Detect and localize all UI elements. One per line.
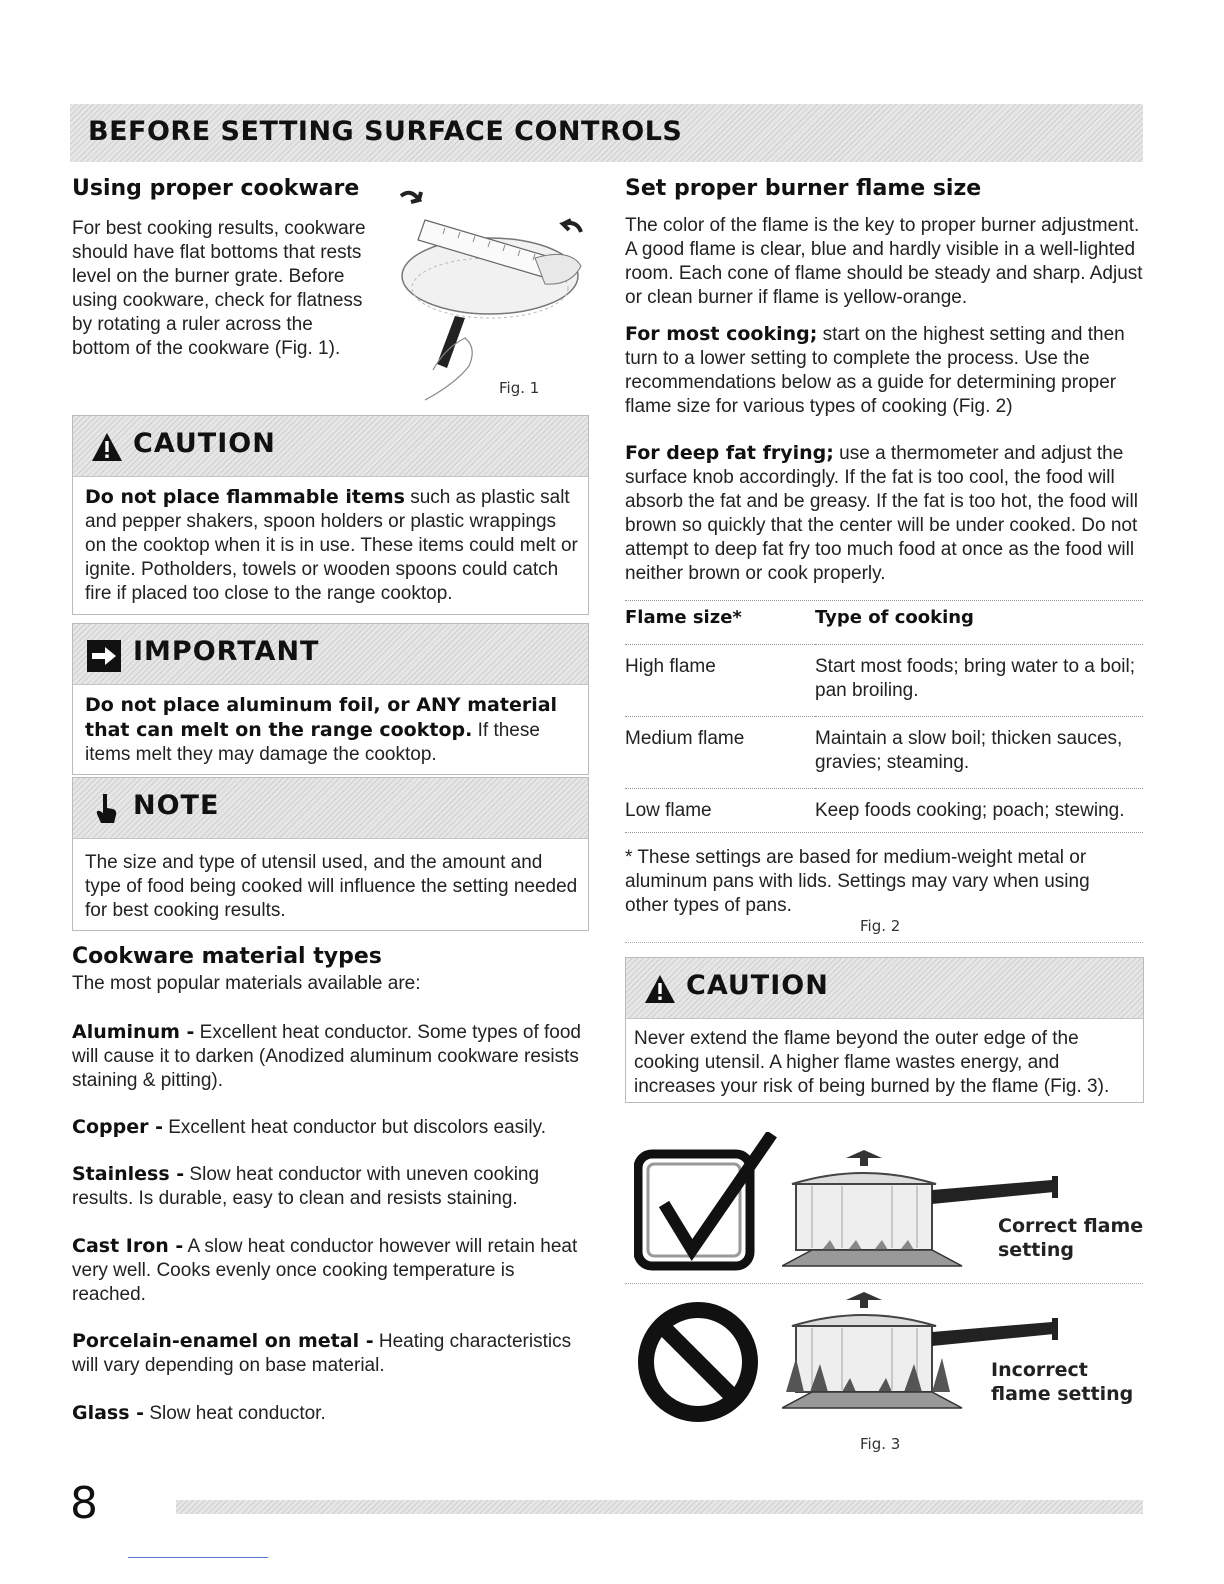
important-header [73, 624, 588, 685]
materials-intro: The most popular materials available are: [72, 973, 421, 994]
material-glass [72, 1401, 592, 1426]
material-name: Copper - [72, 1116, 163, 1138]
material-name: Porcelain-enamel on metal - [72, 1330, 374, 1352]
table-row [625, 716, 1143, 788]
caution-text: Never extend the flame beyond the outer edge of the cooking utensil. A higher flame wastes energy, and increases your risk of being burned by the flame (Fig. 3). [634, 1028, 1110, 1097]
cookware-heading: Using proper cookware [72, 176, 360, 201]
flame-table-rule [625, 600, 1143, 601]
important-body: If these items melt they may damage the cooktop. [85, 720, 540, 765]
material-name: Cast Iron - [72, 1235, 184, 1257]
caution-text [73, 477, 588, 606]
page-number: 8 [70, 1478, 98, 1529]
material-name: Aluminum - [72, 1021, 195, 1043]
table-header-row [625, 606, 1143, 644]
table-cell: High flame [625, 655, 716, 677]
prohibited-icon [636, 1300, 760, 1424]
caution-body: such as plastic salt and pepper shakers, spoon holders or plastic wrappings on the cooktop when it is in use. These items could melt or ignite. Potholders, towels or wooden spoons could catch fire if placed too close to the range cooktop. [85, 487, 578, 604]
important-label: IMPORTANT [133, 636, 320, 667]
incorrect-flame-label [991, 1358, 1133, 1406]
section-title-bar [70, 104, 1143, 162]
material-desc: Slow heat conductor. [144, 1403, 326, 1424]
table-cell: Start most foods; bring water to a boil; pan broiling. [815, 655, 1135, 701]
note-text: The size and type of utensil used, and the amount and type of food being cooked will influence the setting needed for best cooking results. [85, 852, 578, 921]
material-cast-iron [72, 1234, 592, 1307]
correct-line-2: setting [998, 1239, 1074, 1261]
material-desc: Heating characteristics will vary depending on base material. [72, 1331, 572, 1376]
flame-p3-bold: For deep fat frying; [625, 442, 834, 464]
flame-size-table [625, 606, 1143, 832]
flame-heading: Set proper burner flame size [625, 176, 982, 201]
important-text [73, 685, 588, 767]
flame-table-bottom-rule [625, 832, 1143, 833]
flame-paragraph-3 [625, 441, 1145, 586]
caution-box-flame [625, 957, 1144, 1103]
flame-p2-bold: For most cooking; [625, 323, 818, 345]
table-header-type: Type of cooking [815, 607, 974, 628]
caution-header [73, 416, 588, 477]
material-copper [72, 1115, 592, 1140]
checkmark-icon [634, 1132, 784, 1280]
materials-heading: Cookware material types [72, 944, 382, 969]
material-name: Stainless - [72, 1163, 185, 1185]
material-desc: Excellent heat conductor but discolors easily. [162, 1117, 546, 1138]
table-cell: Low flame [625, 799, 712, 821]
flame-paragraph-1: The color of the flame is the key to proper burner adjustment. A good flame is clear, blue and hardly visible in a well-lighted room. Each cone of flame should be steady and sharp. Adjust or clean burner if flame is yellow-orange. [625, 215, 1143, 308]
warning-triangle-icon [91, 432, 123, 462]
flame-footnote: * These settings are based for medium-weight metal or aluminum pans with lids. Settings may vary when using other types of pans. [625, 847, 1090, 916]
flame-p2-text: start on the highest setting and then turn to a lower setting to complete the process. Use the recommendations below as a guide for determining proper flame size for various types of cooking (Fig. 2) [625, 324, 1125, 417]
pointing-hand-icon [93, 792, 119, 826]
note-box [72, 777, 589, 931]
fig1-ruler-illustration [385, 188, 595, 410]
material-desc: A slow heat conductor however will retain heat very well. Cooks evenly once cooking temperature is reached. [72, 1236, 578, 1305]
material-desc: Slow heat conductor with uneven cooking results. Is durable, easy to clean and resists staining. [72, 1164, 540, 1209]
table-cell: Medium flame [625, 727, 745, 749]
important-box [72, 623, 589, 775]
cookware-text: For best cooking results, cookware should have flat bottoms that rests level on the burner grate. Before using cookware, check for flatness by rotating a ruler across the bottom of the cookware (Fig. 1). [72, 218, 366, 359]
incorrect-line-1: Incorrect [991, 1359, 1088, 1381]
material-stainless [72, 1162, 592, 1211]
arrow-right-icon [87, 640, 121, 672]
footer-bar [176, 1500, 1143, 1514]
fig2-label: Fig. 2 [860, 917, 901, 935]
flame-paragraph-2 [625, 322, 1145, 419]
table-row [625, 788, 1143, 832]
note-label: NOTE [133, 790, 220, 821]
table-cell: Maintain a slow boil; thicken sauces, gravies; steaming. [815, 727, 1123, 773]
important-bold: Do not place aluminum foil, or ANY material that can melt on the range cooktop. [85, 694, 558, 741]
table-cell: Keep foods cooking; poach; stewing. [815, 799, 1125, 821]
material-porcelain [72, 1329, 592, 1378]
bottom-rule [128, 1557, 268, 1558]
caution-bold: Do not place flammable items [85, 486, 405, 508]
incorrect-line-2: flame setting [991, 1383, 1134, 1405]
flame-p3-text: use a thermometer and adjust the surface knob accordingly. If the fat is too cool, the food will absorb the fat and be greasy. If the fat is too hot, the food will brown so quickly that the center will be under cooked. Do not attempt to deep fat fry too much food at once as the food will neither brown or cook properly. [625, 443, 1138, 584]
fig1-label: Fig. 1 [499, 379, 540, 397]
fig2-rule [625, 942, 1143, 943]
correct-flame-label [998, 1214, 1143, 1262]
caution-header [626, 958, 1143, 1019]
caution-box-flammable [72, 415, 589, 615]
material-name: Glass - [72, 1402, 145, 1424]
note-header [73, 778, 588, 839]
table-row [625, 644, 1143, 716]
correct-line-1: Correct flame [998, 1215, 1144, 1237]
fig3-divider [625, 1283, 1143, 1284]
table-header-flame-size: Flame size* [625, 607, 742, 628]
caution-label: CAUTION [133, 428, 276, 459]
material-aluminum [72, 1020, 592, 1093]
caution-label: CAUTION [686, 970, 829, 1001]
material-desc: Excellent heat conductor. Some types of food will cause it to darken (Anodized aluminum cookware resists staining & pitting). [72, 1022, 581, 1091]
page-title: BEFORE SETTING SURFACE CONTROLS [88, 116, 683, 147]
fig3-label: Fig. 3 [860, 1435, 901, 1453]
warning-triangle-icon [644, 974, 676, 1004]
